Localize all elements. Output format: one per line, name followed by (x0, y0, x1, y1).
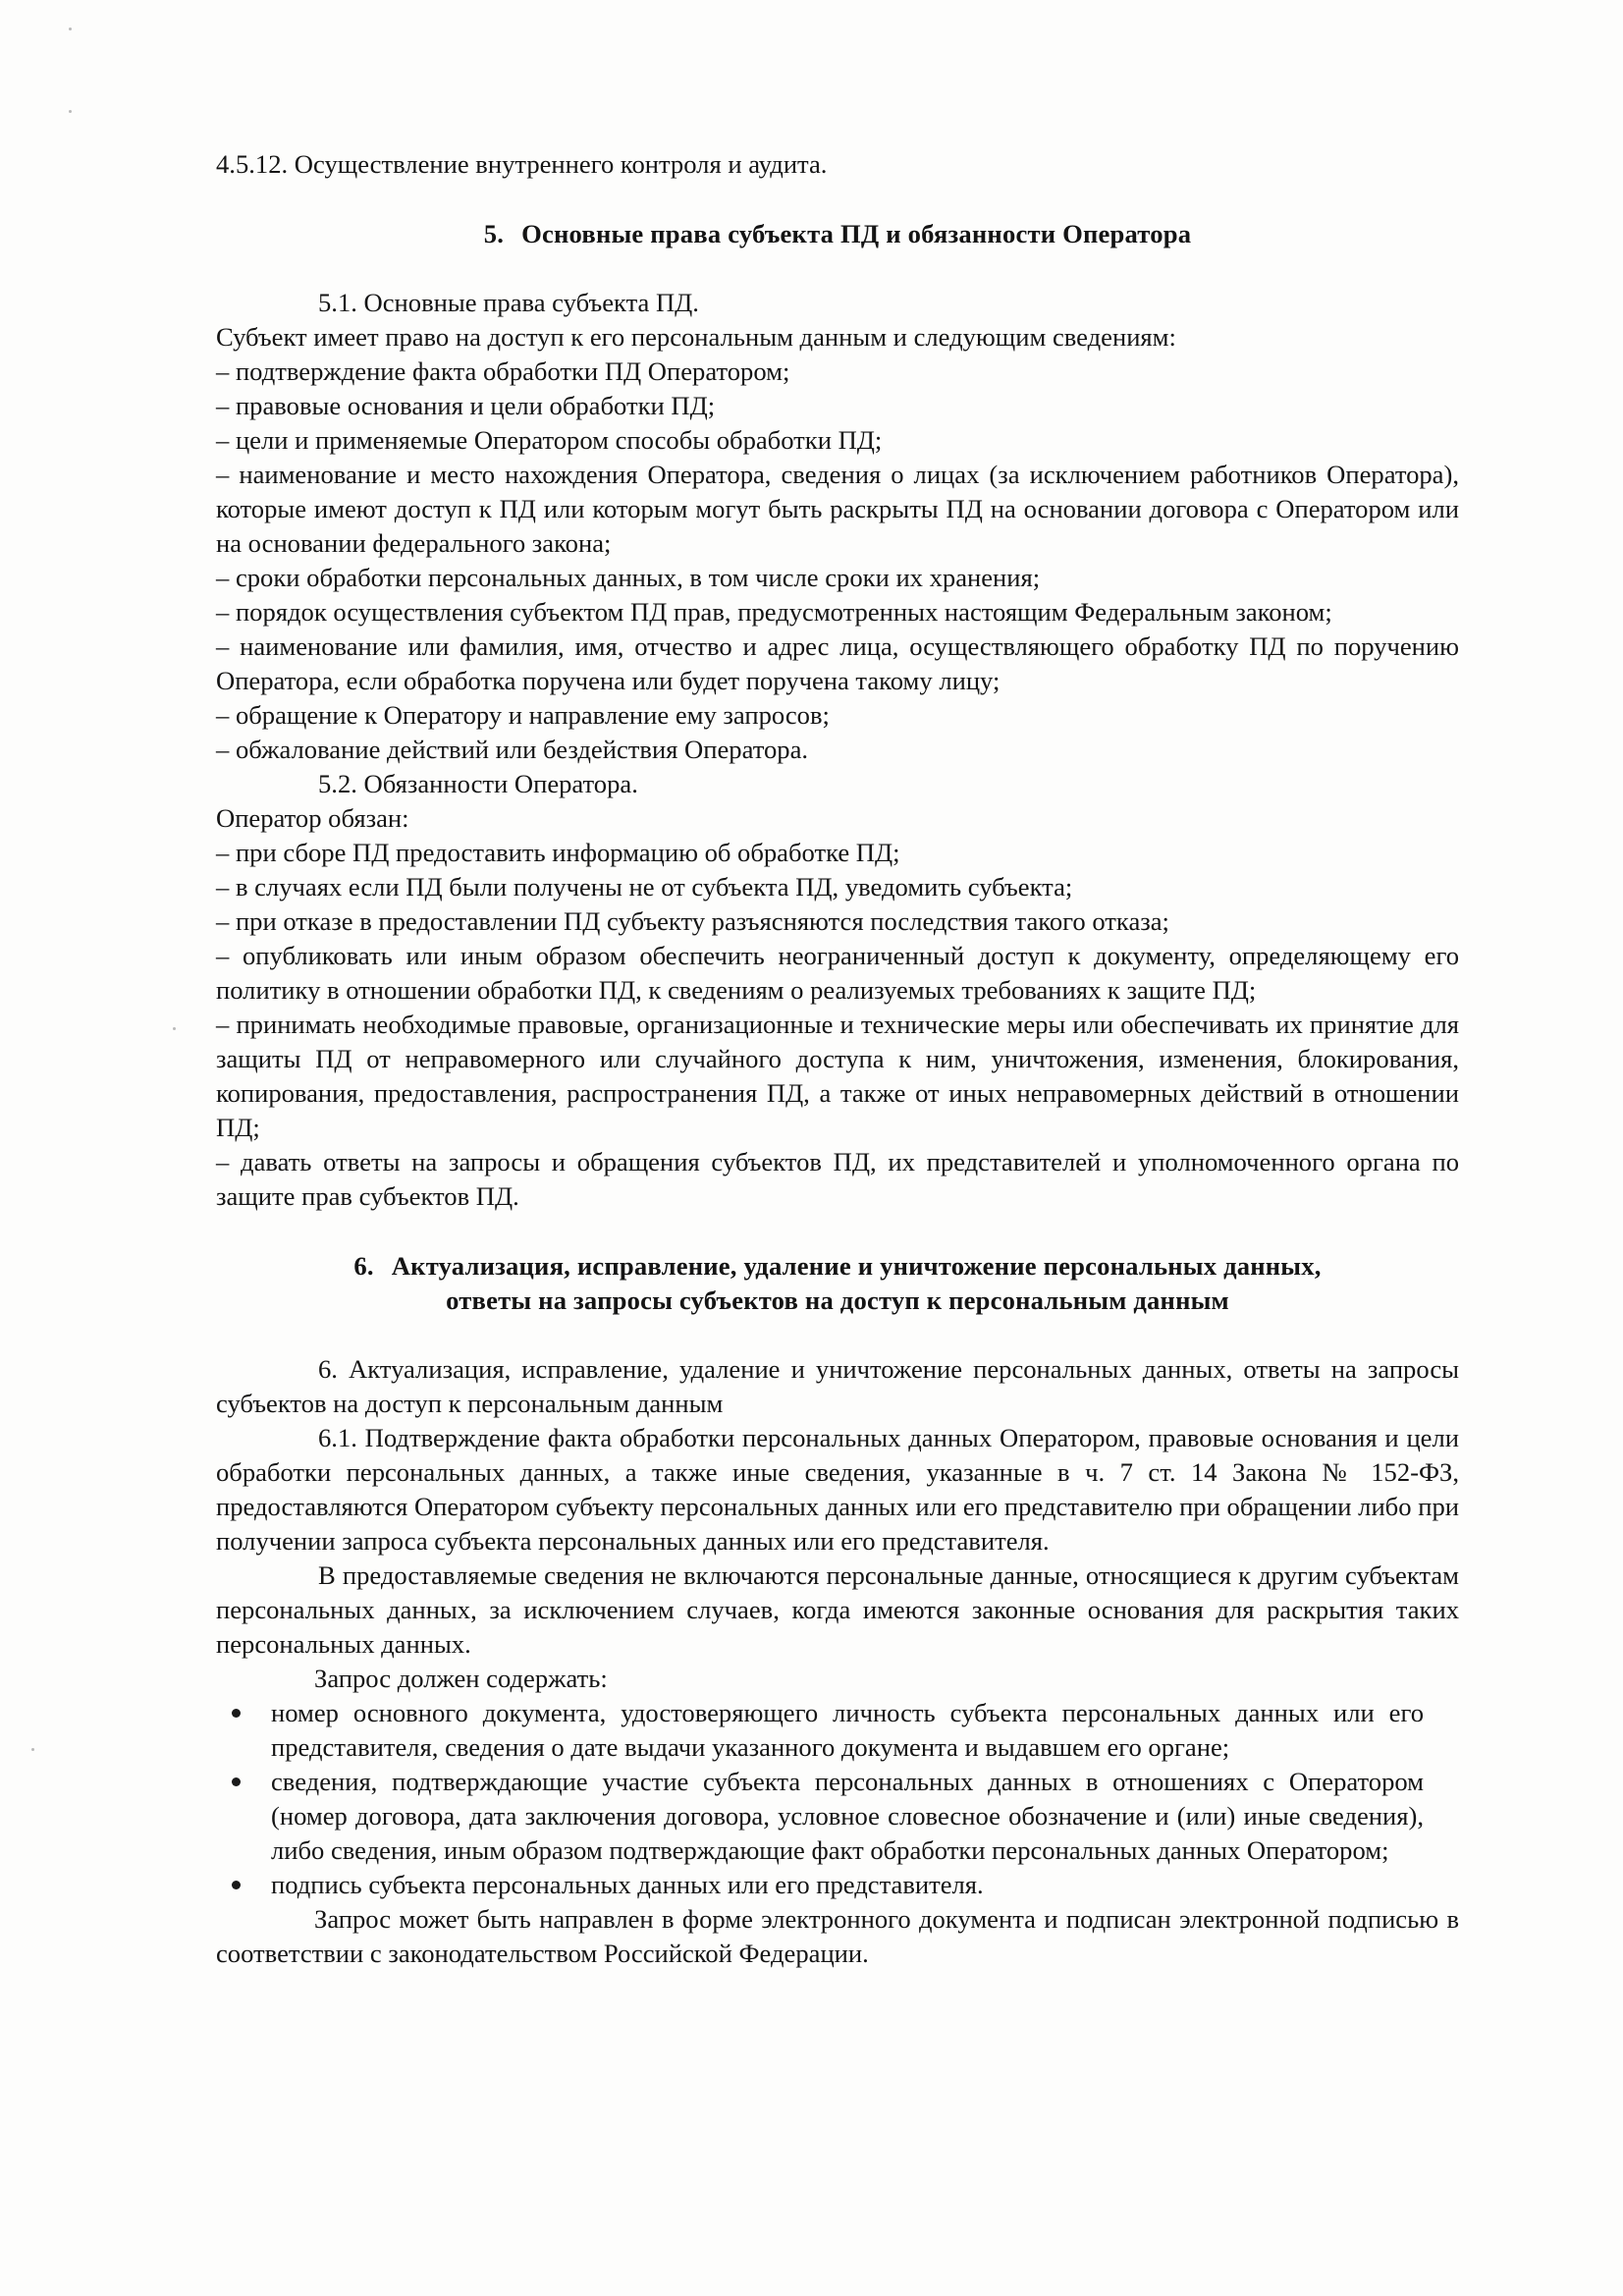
rights-item: – обращение к Оператору и направление ему запросов; (216, 700, 830, 730)
list-item-text: сведения, подтверждающие участие субъекта персональных данных в отношениях с Оператором (номер договора, дата заключения договора, условное словесное обозначение и (или) иные сведения), либо сведения, иным образом подтверждающие факт обработки персональных данных Оператором; (271, 1767, 1424, 1865)
intro-line: 4.5.12. Осуществление внутреннего контроля и аудита. (216, 149, 828, 179)
duties-item: – в случаях если ПД были получены не от субъекта ПД, уведомить субъекта; (216, 872, 1073, 902)
rights-list (216, 355, 1459, 767)
section-6-title-text-1: Актуализация, исправление, удаление и уничтожение персональных данных, (391, 1251, 1322, 1281)
scan-artifact-dot (69, 110, 72, 113)
rights-item: – порядок осуществления субъектом ПД прав, предусмотренных настоящим Федеральным законом; (216, 597, 1332, 627)
request-requirements-list (216, 1696, 1459, 1902)
section-6-title-line-1 (216, 1249, 1459, 1284)
request-intro: Запрос должен содержать: (314, 1664, 608, 1693)
scan-artifact-dot (31, 1748, 34, 1751)
bullet-icon (232, 1709, 241, 1718)
section-5-title: Основные права субъекта ПД и обязанности Оператора (521, 219, 1192, 248)
rights-item: – наименование и место нахождения Оператора, сведения о лицах (за исключением работников Оператора), которые имеют доступ к ПД или которым могут быть раскрыты ПД на основании договора с Оператором или на основании федерального закона; (216, 460, 1459, 558)
rights-item: – правовые основания и цели обработки ПД; (216, 391, 716, 420)
scan-artifact-dot (173, 1027, 176, 1030)
duties-list (216, 836, 1459, 1214)
duties-item: – давать ответы на запросы и обращения субъектов ПД, их представителей и уполномоченного органа по защите прав субъектов ПД. (216, 1147, 1459, 1211)
list-item (271, 1696, 1424, 1765)
paragraph-6-1: 6.1. Подтверждение факта обработки персональных данных Оператором, правовые основания и цели обработки персональных данных, а также иные сведения, указанные в ч. 7 ст. 14 Закона № 152-ФЗ, предоставляются Оператором субъекту персональных данных или его представителю при обращении либо при получении запроса субъекта персональных данных или его представителя. (216, 1423, 1459, 1556)
rights-item: – цели и применяемые Оператором способы обработки ПД; (216, 425, 883, 455)
subsection-5-2-heading: 5.2. Обязанности Оператора. (318, 769, 638, 798)
section-6-heading (216, 1249, 1459, 1318)
subsection-5-1-heading: 5.1. Основные права субъекта ПД. (318, 288, 699, 317)
list-item (271, 1765, 1424, 1868)
bullet-icon (232, 1777, 241, 1786)
section-5-heading (216, 217, 1459, 251)
section-5-number: 5. (483, 219, 505, 248)
list-item-text: подпись субъекта персональных данных или его представителя. (271, 1870, 984, 1899)
list-item-text: номер основного документа, удостоверяющего личность субъекта персональных данных или его представителя, сведения о дате выдачи указанного документа и выдавшем его органе; (271, 1698, 1424, 1762)
scan-artifact-dot (69, 27, 72, 30)
paragraph-6: 6. Актуализация, исправление, удаление и уничтожение персональных данных, ответы на запросы субъектов на доступ к персональным данным (216, 1354, 1459, 1418)
paragraph-electronic-request: Запрос может быть направлен в форме электронного документа и подписан электронной подписью в соответствии с законодательством Российской Федерации. (216, 1904, 1459, 1968)
duties-item: – принимать необходимые правовые, организационные и технические меры или обеспечивать их принятие для защиты ПД от неправомерного или случайного доступа к ним, уничтожения, изменения, блокирования, копирования, предоставления, распространения ПД, а также от иных неправомерных действий в отношении ПД; (216, 1010, 1459, 1142)
rights-item: – обжалование действий или бездействия Оператора. (216, 735, 809, 764)
rights-item: – наименование или фамилия, имя, отчество и адрес лица, осуществляющего обработку ПД по поручению Оператора, если обработка поручена или будет поручена такому лицу; (216, 631, 1459, 695)
paragraph-exclusion: В предоставляемые сведения не включаются персональные данные, относящиеся к другим субъектам персональных данных, за исключением случаев, когда имеются законные основания для раскрытия таких персональных данных. (216, 1560, 1459, 1659)
bullet-icon (232, 1881, 241, 1889)
duties-item: – при отказе в предоставлении ПД субъекту разъясняются последствия такого отказа; (216, 906, 1169, 936)
duties-intro: Оператор обязан: (216, 803, 409, 833)
list-item (271, 1868, 1424, 1902)
section-6-title-line-2: ответы на запросы субъектов на доступ к персональным данным (446, 1285, 1229, 1315)
document-body (216, 147, 1459, 1971)
duties-item: – при сборе ПД предоставить информацию об обработке ПД; (216, 838, 900, 867)
section-6-number: 6. (353, 1251, 374, 1281)
rights-intro: Субъект имеет право на доступ к его персональным данным и следующим сведениям: (216, 322, 1176, 352)
rights-item: – подтверждение факта обработки ПД Оператором; (216, 356, 790, 386)
duties-item: – опубликовать или иным образом обеспечить неограниченный доступ к документу, определяющему его политику в отношении обработки ПД, к сведениям о реализуемых требованиях к защите ПД; (216, 941, 1459, 1005)
rights-item: – сроки обработки персональных данных, в том числе сроки их хранения; (216, 563, 1041, 592)
